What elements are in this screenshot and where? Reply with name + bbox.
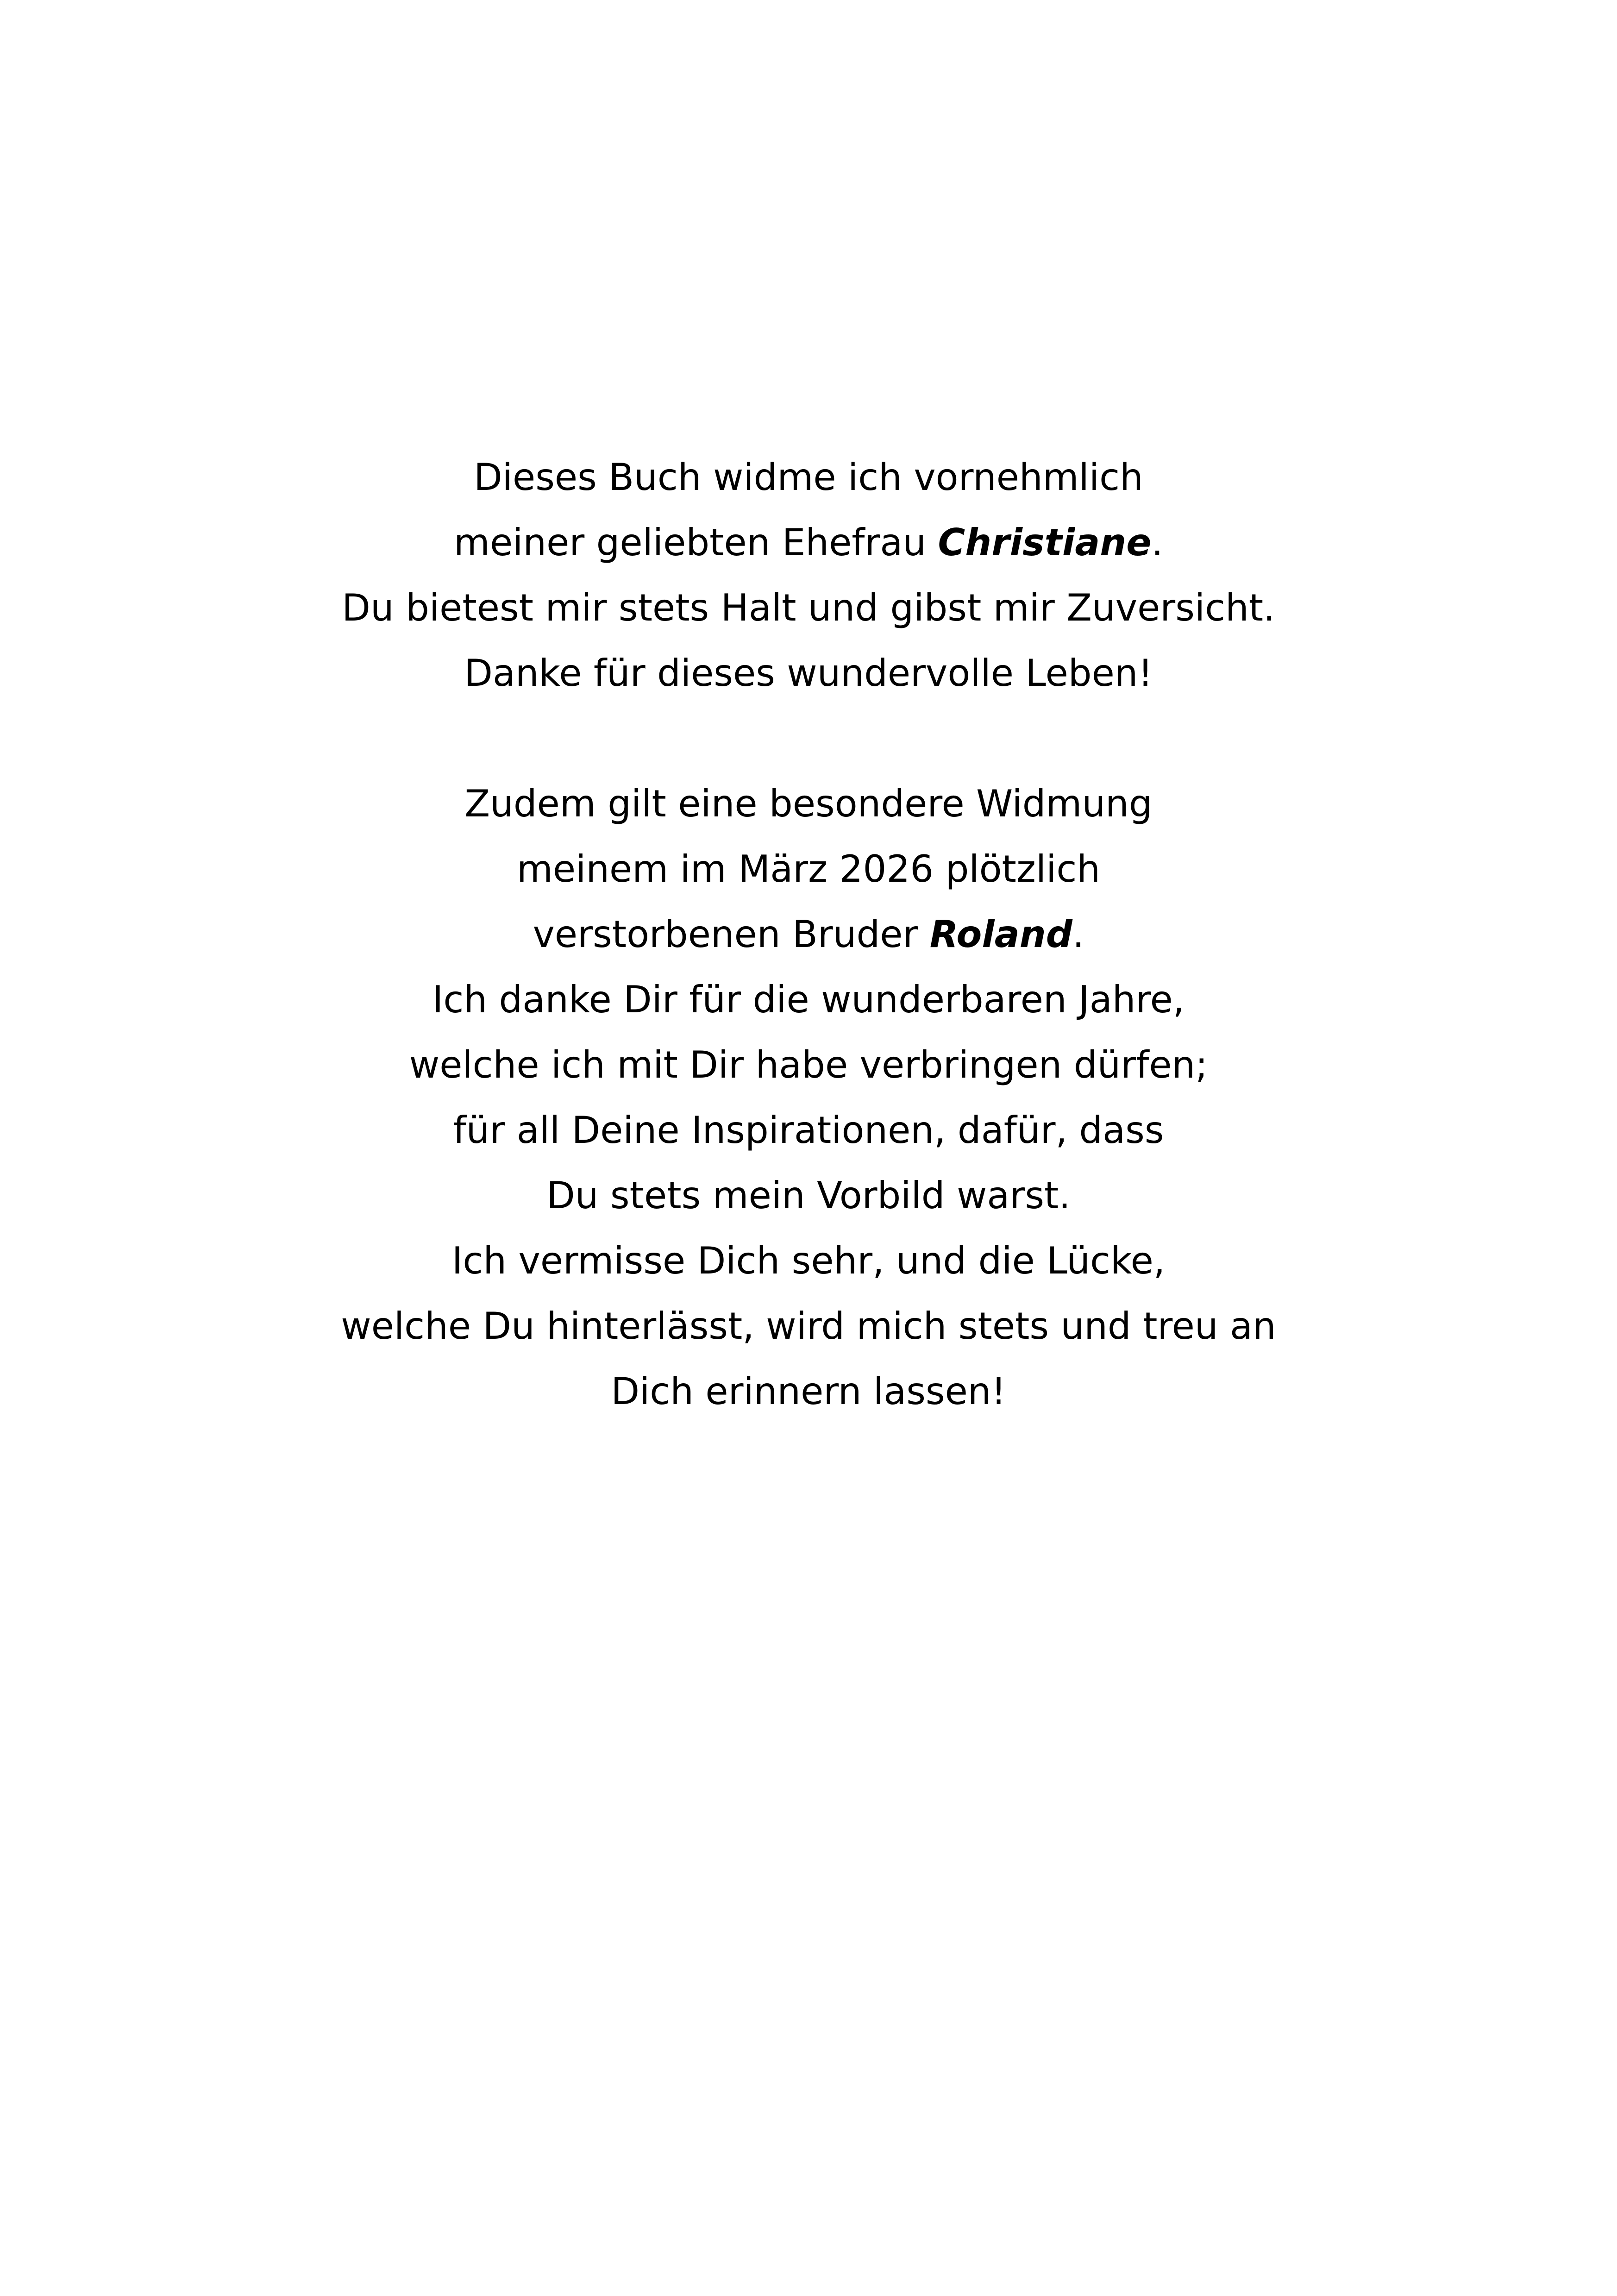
dedication-line: Ich danke Dir für die wunderbaren Jahre, bbox=[432, 978, 1185, 1021]
dedication-line: Danke für dieses wundervolle Leben! bbox=[464, 652, 1153, 695]
dedication-line: meinem im März 2026 plötzlich bbox=[516, 847, 1101, 891]
dedication-line-punctuation: . bbox=[1072, 913, 1084, 956]
dedication-line-text: verstorbenen Bruder bbox=[533, 913, 930, 956]
dedication-line: Du stets mein Vorbild warst. bbox=[546, 1174, 1071, 1217]
dedication-line: für all Deine Inspirationen, dafür, dass bbox=[453, 1109, 1164, 1152]
dedication-line: Dieses Buch widme ich vornehmlich bbox=[474, 456, 1143, 499]
dedication-line: Zudem gilt eine besondere Widmung bbox=[464, 782, 1153, 825]
dedication-line: Du bietest mir stets Halt und gibst mir Zuversicht. bbox=[342, 586, 1275, 629]
dedication-stanza-brother bbox=[0, 771, 1617, 1424]
dedication-line: welche Du hinterlässt, wird mich stets und treu an bbox=[341, 1305, 1276, 1348]
dedication-line bbox=[0, 510, 1617, 575]
brother-name: Roland bbox=[929, 913, 1072, 956]
dedication-stanza-wife bbox=[0, 445, 1617, 706]
dedication-line-text: meiner geliebten Ehefrau bbox=[454, 521, 938, 564]
stanza-spacer bbox=[0, 706, 1617, 771]
dedication-line: Dich erinnern lassen! bbox=[611, 1370, 1006, 1413]
dedication-text bbox=[0, 445, 1617, 1424]
dedication-line: Ich vermisse Dich sehr, und die Lücke, bbox=[451, 1239, 1166, 1282]
dedication-line: welche ich mit Dir habe verbringen dürfen; bbox=[409, 1043, 1208, 1086]
dedication-line-punctuation: . bbox=[1151, 521, 1163, 564]
wife-name: Christiane bbox=[938, 521, 1152, 564]
dedication-line bbox=[0, 902, 1617, 967]
